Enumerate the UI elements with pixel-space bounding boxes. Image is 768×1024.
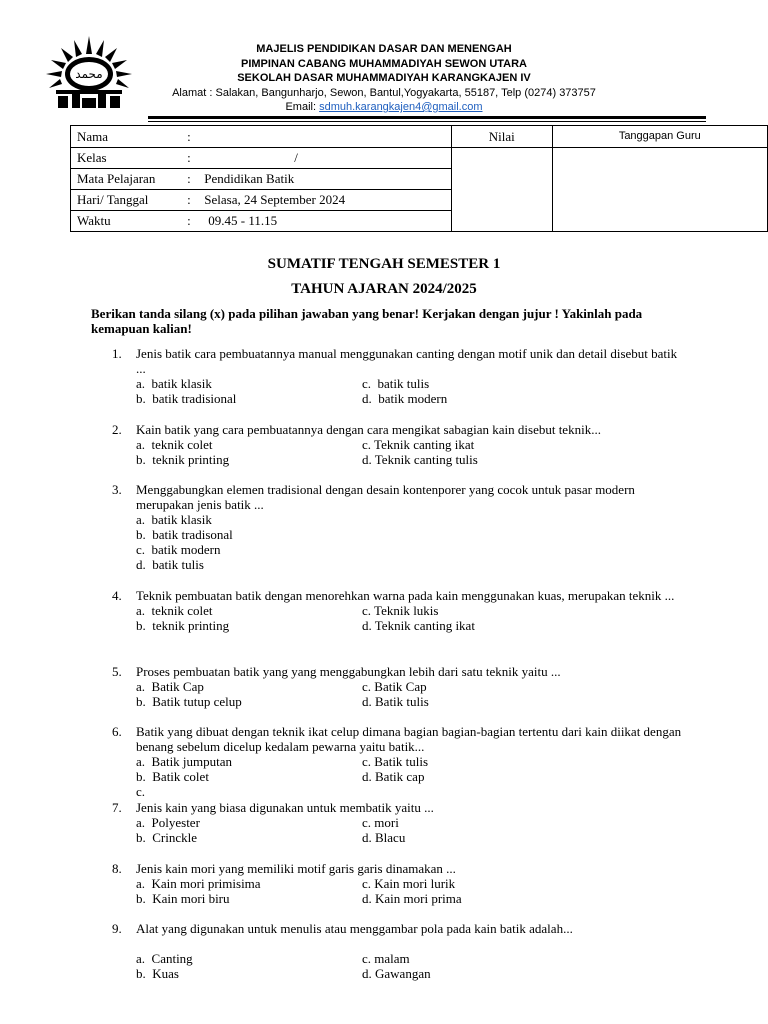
academic-year: TAHUN AJARAN 2024/2025 <box>291 281 477 297</box>
colon-nama: : <box>187 126 194 148</box>
kop-email-line <box>140 100 628 115</box>
option-row <box>136 391 682 406</box>
label-waktu: Waktu <box>71 211 188 232</box>
option-d[interactable]: d. Batik cap <box>362 769 425 784</box>
exam-title: SUMATIF TENGAH SEMESTER 1 <box>267 256 501 272</box>
option-d[interactable]: d. Blacu <box>362 830 406 845</box>
option-a[interactable]: a. Batik Cap <box>136 679 204 694</box>
option-c[interactable]: c. Teknik lukis <box>362 603 439 618</box>
header-rule-thin <box>148 121 706 122</box>
question-number: 1. <box>112 346 122 361</box>
colon-hari-tanggal: : <box>187 190 194 211</box>
question-6 <box>112 724 682 799</box>
nilai-box[interactable] <box>451 148 552 232</box>
option-row <box>136 769 682 784</box>
option-row <box>136 876 682 891</box>
option-row <box>136 891 682 906</box>
option-row <box>136 951 682 966</box>
spacer <box>112 936 682 951</box>
option-d[interactable]: d. Gawangan <box>362 966 431 981</box>
option-a[interactable]: a. Kain mori primisima <box>136 876 261 891</box>
identity-table <box>70 125 768 232</box>
option-c[interactable]: c. Kain mori lurik <box>362 876 456 891</box>
kop-line1: MAJELIS PENDIDIKAN DASAR DAN MENENGAH <box>256 43 512 55</box>
option-b[interactable]: b. Batik colet <box>136 769 209 784</box>
school-logo <box>44 34 134 110</box>
option-d[interactable]: d. Teknik canting tulis <box>362 452 478 467</box>
option-a[interactable]: a. batik klasik <box>136 512 212 527</box>
option-a[interactable]: a. batik klasik <box>136 376 212 391</box>
question-stem: Jenis batik cara pembuatannya manual menggunakan canting dengan motif unik dan detail disebut batik ... <box>136 346 678 376</box>
option-d[interactable]: d. Kain mori prima <box>362 891 462 906</box>
option-b[interactable]: b. Crinckle <box>136 830 198 845</box>
question-5 <box>112 664 682 709</box>
letterhead <box>140 42 628 115</box>
kop-line3: SEKOLAH DASAR MUHAMMADIYAH KARANGKAJEN IV <box>237 72 531 84</box>
option-d[interactable]: d. batik modern <box>362 391 448 406</box>
question-3 <box>112 482 682 572</box>
option-b[interactable]: b. teknik printing <box>136 452 230 467</box>
question-1 <box>112 346 682 406</box>
option-b[interactable]: b. Kuas <box>136 966 179 981</box>
option-row <box>136 603 682 618</box>
logo-calligraphy: محمد <box>75 67 103 81</box>
field-mapel: Pendidikan Batik <box>194 169 451 190</box>
option-row <box>136 452 682 467</box>
colon-kelas: : <box>187 148 194 169</box>
option-c[interactable]: c. Batik Cap <box>362 679 427 694</box>
option-a[interactable]: a. Polyester <box>136 815 200 830</box>
nilai-header: Nilai <box>451 126 552 148</box>
label-nama: Nama <box>71 126 188 148</box>
option-row <box>136 618 682 633</box>
label-hari-tanggal: Hari/ Tanggal <box>71 190 188 211</box>
option-row <box>136 679 682 694</box>
question-number: 6. <box>112 724 122 739</box>
question-stem: Kain batik yang cara pembuatannya dengan cara mengikat sabagian kain disebut teknik... <box>136 422 601 437</box>
question-number: 8. <box>112 861 122 876</box>
option-c[interactable]: c. batik tulis <box>362 376 430 391</box>
option-a[interactable]: a. Canting <box>136 951 193 966</box>
question-number: 9. <box>112 921 122 936</box>
option-c[interactable]: c. mori <box>362 815 399 830</box>
question-number: 3. <box>112 482 122 497</box>
option-c[interactable]: c. malam <box>362 951 410 966</box>
option-b[interactable]: b. Batik tutup celup <box>136 694 242 709</box>
header-rule-thick <box>148 116 706 119</box>
option-a[interactable]: a. Batik jumputan <box>136 754 233 769</box>
option-a[interactable]: a. teknik colet <box>136 437 213 452</box>
instructions: Berikan tanda silang (x) pada pilihan jawaban yang benar! Kerjakan dengan jujur ! Yakinlah pada kemapuan kalian! <box>91 306 643 336</box>
field-waktu: 09.45 - 11.15 <box>194 211 451 232</box>
option-extra: c. <box>136 784 146 799</box>
question-stem: Jenis kain mori yang memiliki motif garis garis dinamakan ... <box>136 861 456 876</box>
option-b[interactable]: b. batik tradisional <box>136 391 237 406</box>
option-row <box>136 815 682 830</box>
option-row <box>136 830 682 845</box>
question-8 <box>112 861 682 906</box>
option-a[interactable]: a. teknik colet <box>136 603 213 618</box>
option-row <box>136 694 682 709</box>
option-row <box>136 966 682 981</box>
email-label: Email: <box>285 101 320 113</box>
option-d[interactable]: d. Batik tulis <box>362 694 429 709</box>
field-hari-tanggal: Selasa, 24 September 2024 <box>194 190 451 211</box>
question-stem: Proses pembuatan batik yang yang menggabungkan lebih dari satu teknik yaitu ... <box>136 664 561 679</box>
question-4 <box>112 588 682 633</box>
question-stem: Menggabungkan elemen tradisional dengan desain kontenporer yang cocok untuk pasar modern merupakan jenis batik ... <box>136 482 635 512</box>
question-2 <box>112 422 682 467</box>
field-kelas[interactable]: / <box>194 148 451 169</box>
colon-waktu: : <box>187 211 194 232</box>
question-stem: Jenis kain yang biasa digunakan untuk membatik yaitu ... <box>136 800 434 815</box>
option-b[interactable]: b. teknik printing <box>136 618 230 633</box>
question-number: 7. <box>112 800 122 815</box>
question-stem: Alat yang digunakan untuk menulis atau menggambar pola pada kain batik adalah... <box>136 921 573 936</box>
question-number: 5. <box>112 664 122 679</box>
email-link[interactable]: sdmuh.karangkajen4@gmail.com <box>319 101 483 113</box>
colon-mapel: : <box>187 169 194 190</box>
option-row <box>136 437 682 452</box>
question-stem: Teknik pembuatan batik dengan menorehkan warna pada kain menggunakan kuas, merupakan teknik ... <box>136 588 675 603</box>
question-9 <box>112 921 682 981</box>
label-kelas: Kelas <box>71 148 188 169</box>
tanggapan-guru-box[interactable] <box>552 148 767 232</box>
option-d[interactable]: d. batik tulis <box>136 557 204 572</box>
option-c[interactable]: c. Batik tulis <box>362 754 429 769</box>
tanggapan-guru-header: Tanggapan Guru <box>552 126 767 148</box>
option-row <box>136 754 682 769</box>
question-number: 2. <box>112 422 122 437</box>
label-mapel: Mata Pelajaran <box>71 169 188 190</box>
question-number: 4. <box>112 588 122 603</box>
option-c[interactable]: c. Teknik canting ikat <box>362 437 475 452</box>
option-b[interactable]: b. batik tradisonal <box>136 527 233 542</box>
option-b[interactable]: b. Kain mori biru <box>136 891 230 906</box>
option-c[interactable]: c. batik modern <box>136 542 221 557</box>
option-d[interactable]: d. Teknik canting ikat <box>362 618 475 633</box>
question-stem: Batik yang dibuat dengan teknik ikat celup dimana bagian bagian-bagian tertentu dari kain diikat dengan benang sebelum dicelup kedalam pewarna yaitu batik... <box>136 724 682 754</box>
kop-line2: PIMPINAN CABANG MUHAMMADIYAH SEWON UTARA <box>241 57 527 70</box>
question-7 <box>112 800 682 845</box>
field-nama[interactable] <box>194 126 451 148</box>
option-row <box>136 376 682 391</box>
kop-address: Alamat : Salakan, Bangunharjo, Sewon, Bantul,Yogyakarta, 55187, Telp (0274) 373757 <box>172 86 596 99</box>
